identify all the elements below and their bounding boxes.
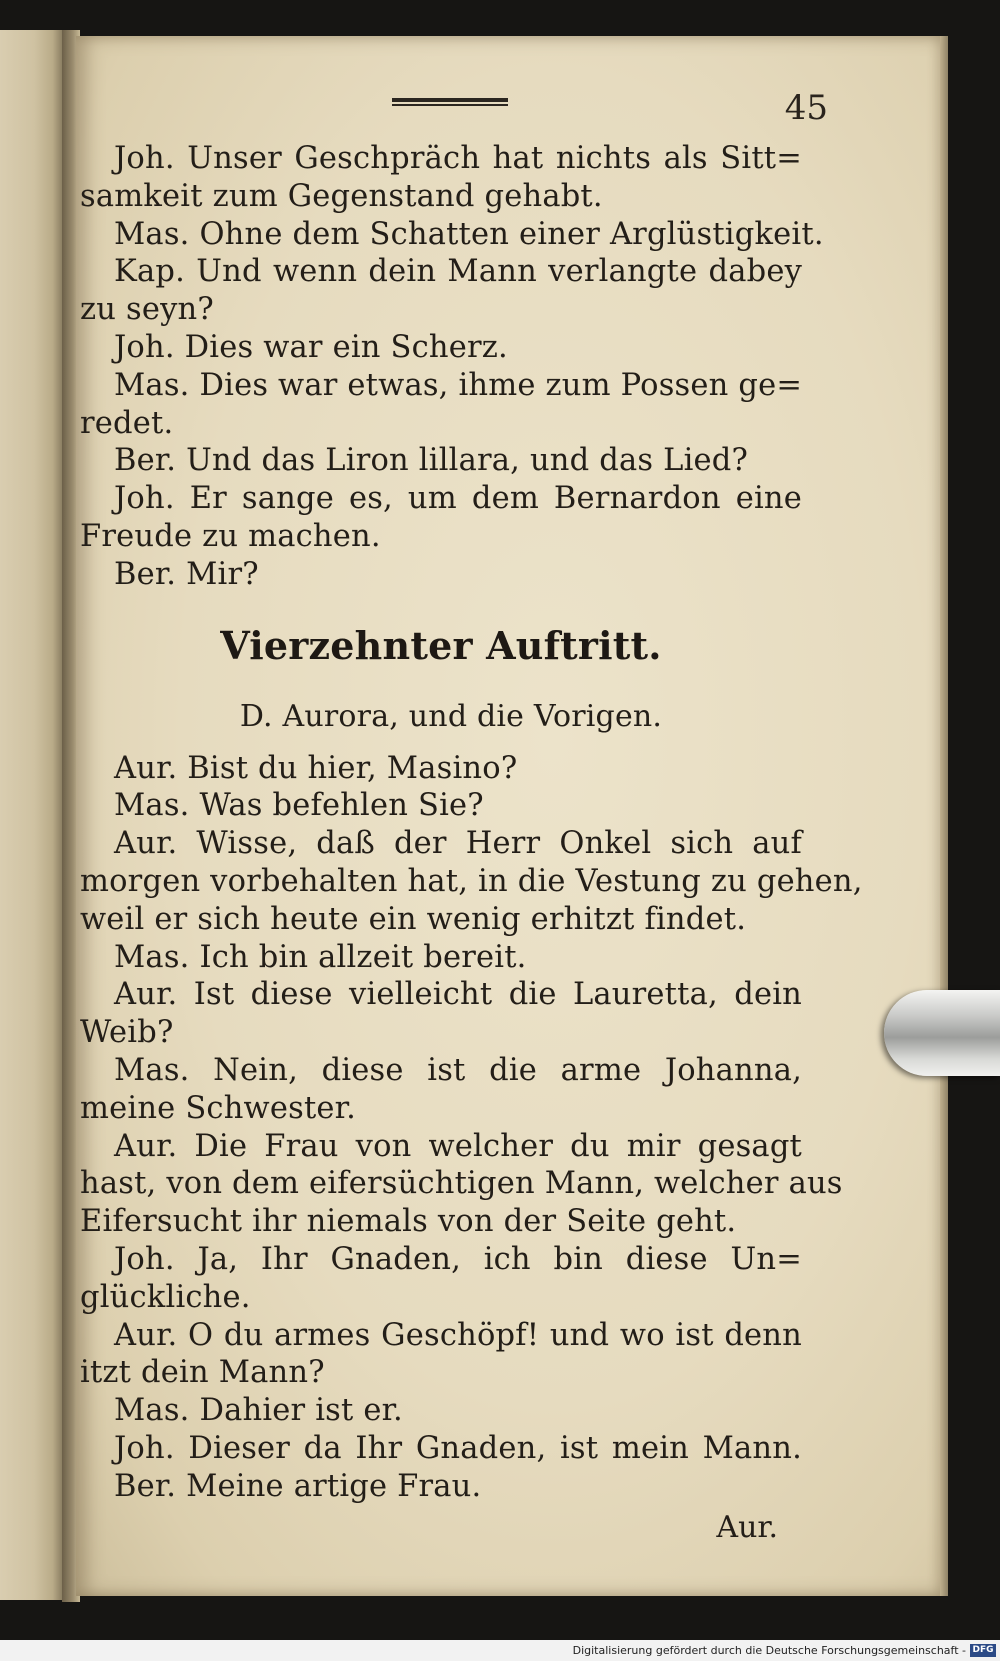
text-line: Mas. Dies war etwas, ihme zum Possen ge= — [114, 367, 803, 403]
page-number: 45 — [784, 88, 828, 128]
text-line: Mas. Was befehlen Sie? — [114, 788, 484, 824]
stage-direction: D. Aurora, und die Vorigen. — [239, 698, 663, 734]
text-line: Weib? — [80, 1015, 174, 1051]
text-line: Joh. Dies war ein Scherz. — [114, 329, 508, 365]
text-line: zu seyn? — [80, 292, 214, 328]
text-line: Joh. Er sange es, um dem Bernardon eine — [114, 481, 802, 517]
page-fore-edge — [940, 36, 948, 1596]
text-line: Mas. Ohne dem Schatten einer Arglüstigkeit. — [114, 216, 824, 252]
text-line: Aur. Ist diese vielleicht die Lauretta, dein — [114, 977, 802, 1013]
text-line: Ber. Mir? — [114, 556, 259, 592]
text-line: Ber. Und das Liron lillara, und das Lied? — [114, 443, 749, 479]
header-rule — [392, 98, 508, 106]
text-line: Joh. Unser Geschpräch hat nichts als Sitt= — [114, 141, 802, 176]
text-line: Freude zu machen. — [80, 518, 381, 554]
scene-heading: Vierzehnter Auftritt. — [220, 622, 662, 668]
text-line: Aur. O du armes Geschöpf! und wo ist denn — [114, 1317, 802, 1353]
dialogue-before-heading — [80, 140, 824, 594]
text-line: Aur. Bist du hier, Masino? — [114, 750, 518, 786]
text-line: Joh. Ja, Ihr Gnaden, ich bin diese Un= — [114, 1241, 802, 1277]
text-line: morgen vorbehalten hat, in die Vestung zu gehen, — [80, 863, 863, 899]
text-line: samkeit zum Gegenstand gehabt. — [80, 178, 603, 214]
text-line: Eifersucht ihr niemals von der Seite geht. — [80, 1204, 737, 1240]
left-page-edge — [0, 30, 62, 1600]
text-line: glückliche. — [80, 1279, 251, 1315]
text-line: redet. — [80, 405, 174, 441]
text-line: Joh. Dieser da Ihr Gnaden, ist mein Mann. — [114, 1430, 802, 1466]
dfg-logo-icon: DFG — [970, 1644, 996, 1657]
text-block — [80, 140, 863, 1506]
footer-bar — [0, 1640, 1000, 1661]
text-line: Ber. Meine artige Frau. — [114, 1468, 482, 1504]
text-line: meine Schwester. — [80, 1090, 356, 1126]
text-line: weil er sich heute ein wenig erhitzt findet. — [80, 901, 747, 937]
text-line: Aur. Die Frau von welcher du mir gesagt — [114, 1128, 802, 1164]
text-line: Mas. Ich bin allzeit bereit. — [114, 939, 527, 975]
page-clamp — [884, 990, 1000, 1076]
text-line: Kap. Und wenn dein Mann verlangte dabey — [114, 254, 802, 290]
text-line: Mas. Nein, diese ist die arme Johanna, — [114, 1052, 802, 1088]
footer-credit: Digitalisierung gefördert durch die Deutsche Forschungsgemeinschaft - — [572, 1644, 966, 1657]
text-line: Mas. Dahier ist er. — [114, 1393, 403, 1429]
catchword: Aur. — [716, 1510, 778, 1545]
text-line: hast, von dem eifersüchtigen Mann, welcher aus — [80, 1166, 843, 1202]
dialogue-after-heading — [80, 750, 863, 1506]
text-line: itzt dein Mann? — [80, 1355, 325, 1391]
text-line: Aur. Wisse, daß der Herr Onkel sich auf — [114, 826, 802, 862]
